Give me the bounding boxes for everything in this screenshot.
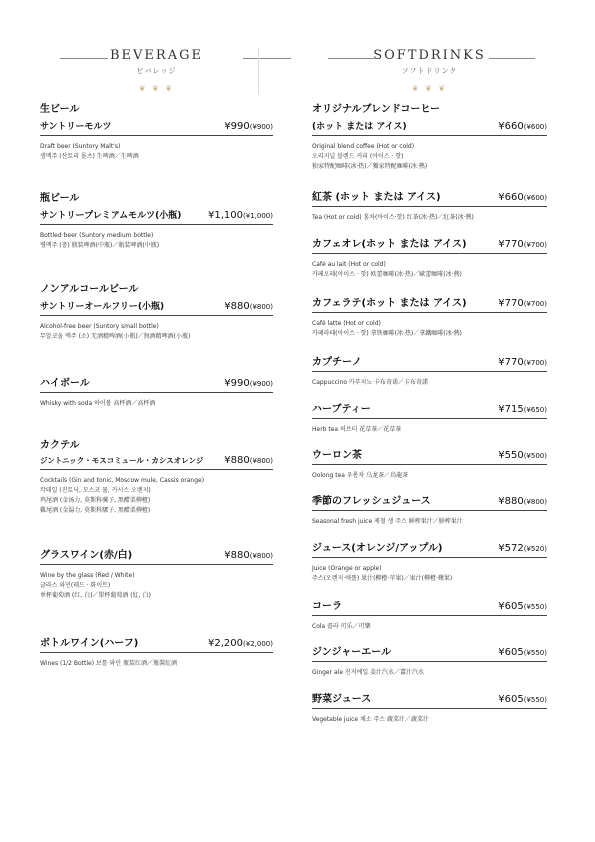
item-subname-row <box>312 119 547 132</box>
menu-item-non-alcohol-beer <box>40 280 273 342</box>
item-desc: Ginger ale 진저에일 姜汁汽水／薑汁汽水 <box>312 669 425 676</box>
item-name-row <box>40 374 273 389</box>
menu-item-glass-wine <box>40 546 273 601</box>
item-rule <box>312 135 547 136</box>
item-rule <box>40 392 273 393</box>
item-name: カクテル <box>40 440 80 451</box>
menu-item-oolong-tea <box>312 446 547 481</box>
item-name: ジンジャーエール <box>312 647 392 658</box>
item-desc: Whisky with soda 하이볼 高杯酒／高杯酒 <box>40 400 156 407</box>
item-price: ¥2,200(¥2,000) <box>208 638 273 649</box>
item-desc: Tea (Hot or cold) 홍차(아이스·핫) 红茶(冰·热)／紅茶(冰·熱) <box>312 214 474 221</box>
item-price: ¥770(¥700) <box>498 357 547 368</box>
item-rule <box>312 371 547 372</box>
item-rule <box>312 253 547 254</box>
leaf-ornament-icon: ❦ ❦ ❦ <box>411 84 448 93</box>
item-subname: (ホット または アイス) <box>312 122 407 132</box>
item-subname-row <box>40 208 273 221</box>
item-rule <box>312 661 547 662</box>
menu-item-bottled-beer <box>40 189 273 251</box>
item-name-row <box>312 643 547 658</box>
softdrinks-column <box>312 0 547 723</box>
item-subname: サントリーオールフリー(小瓶) <box>40 302 165 312</box>
beverage-header <box>40 0 273 92</box>
item-desc: Bottled beer (Suntory medium bottle) 병맥주 (중) 瓶装啤酒(中瓶)／瓶装啤酒(中瓶) <box>40 232 160 249</box>
item-name-row <box>40 546 273 561</box>
item-subname: ジントニック・モスコミュール・カシスオレンジ <box>40 456 204 465</box>
softdrinks-title: SOFTDRINKS <box>373 48 486 63</box>
item-price: ¥990(¥900) <box>224 378 273 389</box>
item-name: 瓶ビール <box>40 193 80 204</box>
menu-item-vegetable-juice <box>312 690 547 725</box>
item-name-row <box>312 446 547 461</box>
item-desc: Café latte (Hot or cold) 카페라테(아이스 · 핫) 拿铁咖啡(冰·热)／拿鐵咖啡(冰·熱) <box>312 320 462 337</box>
item-desc: Cocktails (Gin and tonic, Moscow mule, Cassis orange) 칵테일 (진토닉, 모스코 뮬, 카시스 오렌지) 鸡尾酒 (金汤力, 莫斯科骡子, 黑醋栗柳橙) 雞尾酒 (金湯力, 莫斯科騾子, 黑醋栗柳橙) <box>40 477 205 514</box>
item-rule <box>40 564 273 565</box>
beverage-title: BEVERAGE <box>110 48 203 63</box>
item-desc: Wine by the glass (Red / White) 글라스 와인(레드 · 화이트) 单杯葡萄酒 (红, 白)／單杯葡萄酒 (紅, 白) <box>40 572 151 599</box>
item-desc: Cola 콜라 可乐／可樂 <box>312 623 371 630</box>
menu-item-draft-beer <box>40 100 273 162</box>
softdrinks-subtitle: ソフトドリンク <box>401 67 458 75</box>
menu-item-herb-tea <box>312 400 547 435</box>
item-name-row <box>312 235 547 250</box>
item-price: ¥880(¥800) <box>224 550 273 561</box>
header-rule-right <box>243 58 291 59</box>
item-name-row <box>312 492 547 507</box>
item-price: ¥660(¥600) <box>498 121 547 132</box>
item-name: オリジナルブレンドコーヒー <box>312 104 441 115</box>
item-desc: Original blend coffee (Hot or cold) 오리지널 블렌드 커피 (아이스 · 핫) 独家特配咖啡(冰·热)／獨家特配咖啡(冰·熱) <box>312 143 428 170</box>
beverage-subtitle: ビバレッジ <box>136 67 177 75</box>
item-desc: Cappuccino 카푸치노 卡布奇诺／卡布奇諾 <box>312 379 429 386</box>
menu-item-cola <box>312 597 547 632</box>
item-name: カフェオレ(ホット または アイス) <box>312 239 467 250</box>
item-rule <box>312 312 547 313</box>
item-name: ハイボール <box>40 378 90 389</box>
leaf-ornament-icon: ❦ ❦ ❦ <box>138 84 175 93</box>
item-rule <box>40 652 273 653</box>
menu-item-ginger-ale <box>312 643 547 678</box>
item-price: ¥715(¥650) <box>498 404 547 415</box>
item-desc: Vegetable juice 채소 주스 蔬菜汁／蔬菜汁 <box>312 716 429 723</box>
item-name: ノンアルコールビール <box>40 284 139 295</box>
menu-item-cafe-au-lait <box>312 235 547 280</box>
item-name: ウーロン茶 <box>312 450 362 461</box>
menu-item-bottle-wine <box>40 634 273 669</box>
softdrinks-header <box>312 0 547 92</box>
item-price: ¥1,100(¥1,000) <box>208 210 273 221</box>
item-subname: サントリーモルツ <box>40 122 112 132</box>
item-name-row <box>312 353 547 368</box>
header-rule-right <box>489 58 535 59</box>
menu-item-cafe-latte <box>312 294 547 339</box>
menu-item-cappuccino <box>312 353 547 388</box>
item-name: カプチーノ <box>312 357 362 368</box>
item-price: ¥550(¥500) <box>498 450 547 461</box>
item-name-row <box>312 690 547 705</box>
item-subname-row <box>40 299 273 312</box>
item-name: グラスワイン(赤/白) <box>40 550 133 561</box>
item-subname-row <box>40 455 273 466</box>
menu-item-tea <box>312 188 547 223</box>
item-name-row <box>312 400 547 415</box>
item-name: 季節のフレッシュジュース <box>312 496 431 507</box>
item-rule <box>312 206 547 207</box>
item-name: 野菜ジュース <box>312 694 372 705</box>
item-rule <box>312 708 547 709</box>
item-name-row <box>312 294 547 309</box>
item-name-row <box>312 539 547 554</box>
item-name-row <box>312 188 547 203</box>
item-price: ¥660(¥600) <box>498 192 547 203</box>
item-name: ボトルワイン(ハーフ) <box>40 638 139 649</box>
menu-item-cocktail <box>40 436 273 516</box>
item-name: ジュース(オレンジ/アップル) <box>312 543 443 554</box>
item-desc: Wines (1/2 Bottle) 보틀 와인 瓶装红酒／瓶裝紅酒 <box>40 660 177 667</box>
item-price: ¥770(¥700) <box>498 239 547 250</box>
item-subname: サントリープレミアムモルツ(小瓶) <box>40 211 182 221</box>
item-rule <box>312 557 547 558</box>
item-price: ¥880(¥800) <box>498 496 547 507</box>
item-rule <box>40 135 273 136</box>
item-desc: Herb tea 허브티 花草茶／花草茶 <box>312 426 402 433</box>
item-name: 紅茶 (ホット または アイス) <box>312 192 441 203</box>
menu-item-juice <box>312 539 547 584</box>
item-subname-row <box>40 119 273 132</box>
item-price: ¥605(¥550) <box>498 694 547 705</box>
item-name-row <box>40 634 273 649</box>
item-price: ¥605(¥550) <box>498 601 547 612</box>
header-divider <box>258 48 259 94</box>
beverage-column <box>40 0 273 667</box>
item-price: ¥770(¥700) <box>498 298 547 309</box>
item-price: ¥880(¥800) <box>224 455 273 466</box>
item-price: ¥880(¥800) <box>224 301 273 312</box>
item-name: カフェラテ(ホット または アイス) <box>312 298 467 309</box>
item-desc: Alcohol-free beer (Suntory small bottle) 무알코올 맥주 (소) 无酒精啤酒(小瓶)／無酒精啤酒(小瓶) <box>40 323 191 340</box>
item-name-row <box>312 597 547 612</box>
item-desc: Draft beer (Suntory Malt's) 생맥주 (산토리 몰츠) 生啤酒／生啤酒 <box>40 143 139 160</box>
item-price: ¥572(¥520) <box>498 543 547 554</box>
item-rule <box>312 464 547 465</box>
menu-item-seasonal-juice <box>312 492 547 527</box>
item-rule <box>40 469 273 470</box>
menu-item-blend-coffee <box>312 100 547 172</box>
item-price: ¥605(¥550) <box>498 647 547 658</box>
item-desc: Seasonal fresh juice 제철 생 주스 鲜榨果汁／鮮榨果汁 <box>312 518 463 525</box>
item-name: 生ビール <box>40 104 80 115</box>
item-rule <box>312 510 547 511</box>
item-price: ¥990(¥900) <box>224 121 273 132</box>
item-name: コーラ <box>312 601 342 612</box>
item-desc: Café au lait (Hot or cold) 카페오레(아이스 · 핫) 欧蕾咖啡(冰·热)／歐蕾咖啡(冰·熱) <box>312 261 462 278</box>
item-desc: Oolong tea 우롱차 乌龙茶／烏龍茶 <box>312 472 409 479</box>
item-rule <box>40 315 273 316</box>
item-name: ハーブティー <box>312 404 371 415</box>
item-rule <box>312 418 547 419</box>
item-rule <box>312 615 547 616</box>
menu-item-highball <box>40 374 273 409</box>
item-desc: Juice (Orange or apple) 주스(오렌지·애플) 果汁(柳橙·苹果)／果汁(柳橙·蘋果) <box>312 565 453 582</box>
item-rule <box>40 224 273 225</box>
